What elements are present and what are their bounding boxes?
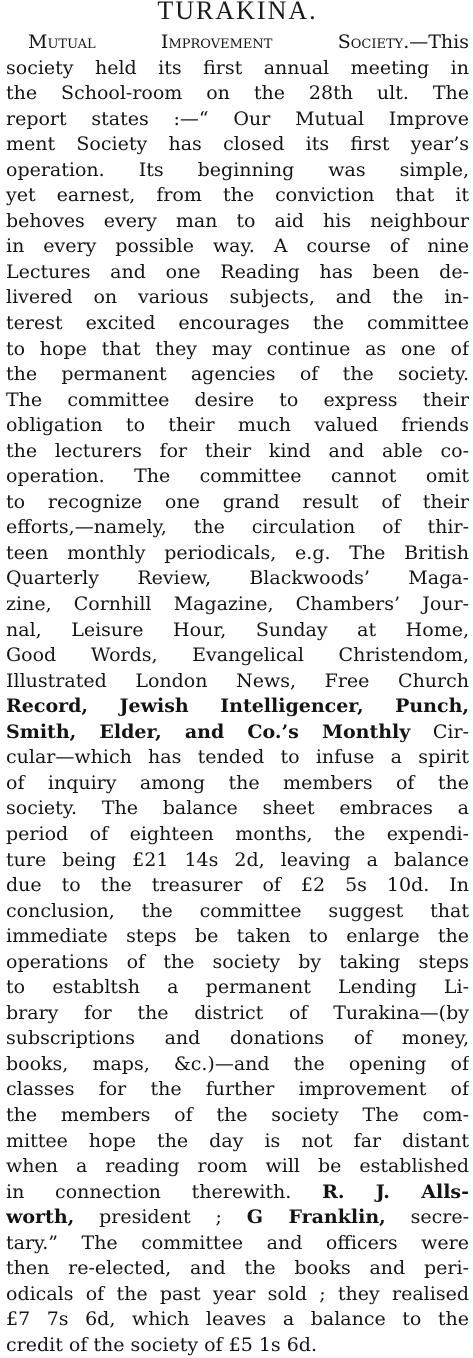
article-line <box>6 81 469 107</box>
article-line <box>6 1052 469 1078</box>
article-line <box>6 388 469 414</box>
article-line <box>6 56 469 82</box>
article-line <box>6 899 469 925</box>
text-run: Illustrated London News, Free Church <box>6 669 469 692</box>
article-line <box>6 541 469 567</box>
text-run: behoves every man to aid his neighbour <box>6 209 469 232</box>
text-run: the lecturers for their kind and able co- <box>6 439 469 462</box>
article-line <box>6 234 469 260</box>
article-line <box>6 1077 469 1103</box>
article-line <box>6 643 469 669</box>
article-line <box>6 618 469 644</box>
article-line <box>6 1307 469 1333</box>
text-run: of inquiry among the members of the <box>6 771 469 794</box>
text-run: president ; <box>74 1206 247 1229</box>
text-run: books, maps, &c.)—and the opening of <box>6 1052 469 1075</box>
article-line <box>6 285 469 311</box>
article-line <box>6 132 469 158</box>
article-line <box>6 158 469 184</box>
text-run: G Franklin, <box>246 1206 386 1229</box>
article-line <box>6 1256 469 1282</box>
text-run: Smith, Elder, and Co.’s Monthly <box>6 720 411 743</box>
article-line <box>6 1282 469 1308</box>
article-line <box>6 1001 469 1027</box>
text-run: Good Words, Evangelical Christendom, <box>6 644 469 667</box>
text-run: yet earnest, from the conviction that it <box>6 184 469 207</box>
text-run: Lectures and one Reading has been de- <box>6 260 469 283</box>
text-run: conclusion, the committee suggest that <box>6 899 469 922</box>
article-line <box>6 796 469 822</box>
text-run: cular—which has tended to infuse a spirit <box>6 746 469 769</box>
article-line <box>6 464 469 490</box>
text-run: to establtsh a permanent Lending Li- <box>6 976 469 999</box>
text-run: The committee desire to express their <box>6 388 469 411</box>
text-run: terest excited encourages the committee <box>6 312 469 335</box>
text-run: to hope that they may continue as one of <box>6 337 469 360</box>
article-line <box>6 107 469 133</box>
article-line <box>6 515 469 541</box>
text-run: subscriptions and donations of money, <box>6 1027 469 1050</box>
text-run: Record, Jewish Intelligencer, Punch, <box>6 695 469 718</box>
article-line <box>6 669 469 695</box>
article-line <box>6 1026 469 1052</box>
text-run: odicals of the past year sold ; they realised <box>6 1282 469 1305</box>
article-line <box>6 848 469 874</box>
text-run: then re-elected, and the books and peri- <box>6 1257 469 1280</box>
text-run: R. J. Alls- <box>322 1180 469 1203</box>
text-run: in connection therewith. <box>6 1180 323 1203</box>
text-run: teen monthly periodicals, e.g. The British <box>6 541 469 564</box>
text-run: ment Society has closed its first year’s <box>6 133 469 156</box>
article-line <box>6 1231 469 1257</box>
text-run: to recognize one grand result of their <box>6 490 469 513</box>
text-run: the members of the society The com- <box>6 1103 469 1126</box>
article-body <box>6 30 469 1358</box>
text-run: immediate steps be taken to enlarge the <box>6 925 469 948</box>
text-run: report states :—“ Our Mutual Improve <box>6 107 469 130</box>
article-line <box>6 1154 469 1180</box>
text-run: operations of the society by taking steps <box>6 950 469 973</box>
article-line <box>6 720 469 746</box>
article-line <box>6 694 469 720</box>
text-run: obligation to their much valued friends <box>6 414 469 437</box>
article-line <box>6 566 469 592</box>
text-run: the School-room on the 28th ult. The <box>6 82 469 105</box>
article-line <box>6 490 469 516</box>
text-run: period of eighteen months, the expendi- <box>6 822 469 845</box>
text-run: worth, <box>6 1206 75 1229</box>
text-run: credit of the society of £5 1s 6d. <box>6 1333 318 1356</box>
article-line <box>6 260 469 286</box>
text-run: £7 7s 6d, which leaves a balance to the <box>6 1308 469 1331</box>
text-run: —This <box>409 31 469 53</box>
text-run: due to the treasurer of £2 5s 10d. In <box>6 874 469 897</box>
article-line <box>6 439 469 465</box>
text-run: secre- <box>385 1206 469 1229</box>
article-line <box>6 337 469 363</box>
article-line <box>6 822 469 848</box>
article-line <box>6 1205 469 1231</box>
text-run: operation. Its beginning was simple, <box>6 158 469 181</box>
article-line <box>6 1333 469 1358</box>
article-line <box>6 209 469 235</box>
text-run: nal, Leisure Hour, Sunday at Home, <box>6 618 469 641</box>
article-line <box>6 771 469 797</box>
text-run: in every possible way. A course of nine <box>6 235 469 258</box>
article-line <box>6 873 469 899</box>
article-line <box>6 950 469 976</box>
article-line <box>6 362 469 388</box>
article-line <box>6 30 469 56</box>
article-line <box>6 311 469 337</box>
text-run: society held its first annual meeting in <box>6 56 469 79</box>
text-run: Mutual Improvement Society. <box>28 31 410 53</box>
article-line <box>6 413 469 439</box>
text-run: efforts,—namely, the circulation of thir- <box>6 516 469 539</box>
text-run: when a reading room will be established <box>6 1155 469 1178</box>
article-line <box>6 745 469 771</box>
text-run: zine, Cornhill Magazine, Chambers’ Jour- <box>6 593 469 616</box>
article-line <box>6 1103 469 1129</box>
text-run: ture being £21 14s 2d, leaving a balance <box>6 848 469 871</box>
article-line <box>6 1180 469 1206</box>
text-run: the permanent agencies of the society. <box>6 363 469 386</box>
article-line <box>6 975 469 1001</box>
text-run: Quarterly Review, Blackwoods’ Maga- <box>6 567 469 590</box>
text-run: classes for the further improvement of <box>6 1078 469 1101</box>
text-run: livered on various subjects, and the in- <box>6 286 469 309</box>
article-line <box>6 924 469 950</box>
text-run: mittee hope the day is not far distant <box>6 1129 469 1152</box>
text-run: Cir- <box>410 720 469 743</box>
text-run: tary.” The committee and officers were <box>6 1231 469 1254</box>
article-headline: TURAKINA. <box>157 0 318 25</box>
article-line <box>6 1129 469 1155</box>
article-line <box>6 183 469 209</box>
text-run: brary for the district of Turakina—(by <box>6 1001 469 1024</box>
article-line <box>6 592 469 618</box>
text-run: operation. The committee cannot omit <box>6 465 469 488</box>
text-run: society. The balance sheet embraces a <box>6 797 469 820</box>
